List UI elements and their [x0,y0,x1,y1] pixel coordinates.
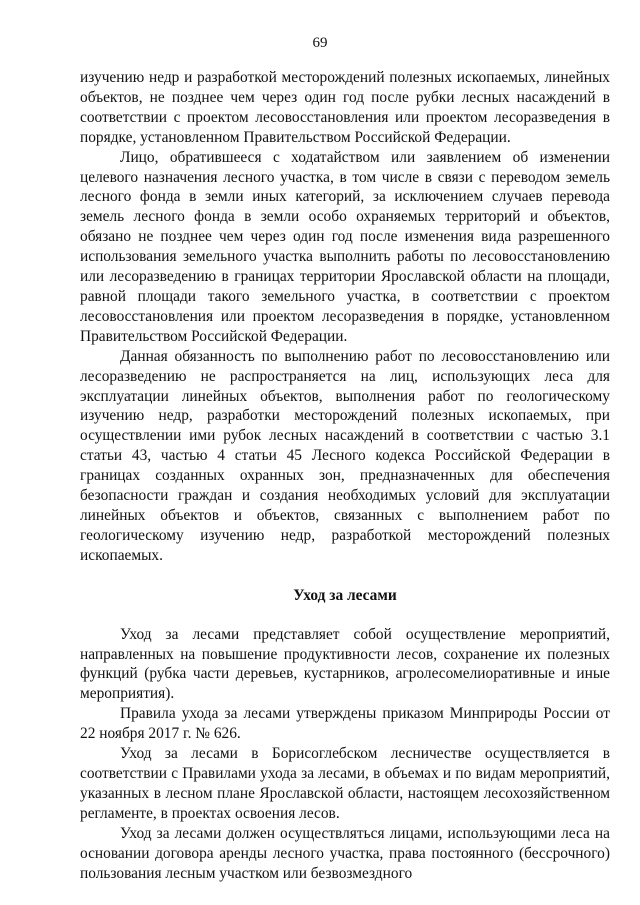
paragraph: Уход за лесами в Борисоглебском лесничестве осуществляется в соответствии с Правилами ухода за лесами, в объемах и по видам мероприятий, указанных в лесном плане Ярославской области, настоящем лесохозяйственном регламенте, в проектах освоения лесов. [80,745,610,822]
paragraph: Лицо, обратившееся с ходатайством или заявлением об изменении целевого назначения лесного участка, в том числе в связи с переводом земель лесного фонда в земли иных категорий, за исключением случаев перевода земель лесного фонда в земли особо охраняемых территорий и объектов, обязано не позднее чем через один год после изменения вида разрешенного использования земельного участка выполнить работы по лесовосстановлению или лесоразведению в границах территории Ярославской области на площади, равной площади такого земельного участка, в соответствии с проектом лесовосстановления или проектом лесоразведения в порядке, установленном Правительством Российской Федерации. [80,148,610,345]
paragraph: Уход за лесами представляет собой осуществление мероприятий, направленных на повышение продуктивности лесов, сохранение их полезных функций (рубка части деревьев, кустарников, агролесомелиоративные и иные мероприятия). [80,625,610,703]
paragraph: Правила ухода за лесами утверждены приказом Минприроды России от 22 ноября 2017 г. № 626. [80,705,610,743]
section-heading: Уход за лесами [293,586,397,604]
spacer [80,606,610,625]
paragraph: Данная обязанность по выполнению работ по лесовосстановлению или лесоразведению не распространяется на лиц, использующих леса для эксплуатации линейных объектов, выполнения работ по геологическому изучению недр, разработки месторождений полезных ископаемых, при осуществлении ими рубок лесных насаждений в соответствии с частью 3.1 статьи 43, частью 4 статьи 45 Лесного кодекса Российской Федерации в границах созданных охранных зон, предназначенных для обеспечения безопасности граждан и создания необходимых условий для эксплуатации линейных объектов и объектов, связанных с выполнением работ по геологическому изучению недр, разработкой месторождений полезных ископаемых. [80,347,610,564]
paragraph: Уход за лесами должен осуществляться лицами, использующими леса на основании договора аренды лесного участка, права постоянного (бессрочного) пользования лесным участком или безвозмездного [80,824,610,882]
paragraph-continued: изучению недр и разработкой месторождений полезных ископаемых, линейных объектов, не позднее чем через один год после рубки лесных насаждений в соответствии с проектом лесовосстановления или проектом лесоразведения в порядке, установленном Правительством Российской Федерации. [80,69,610,146]
page-number: 69 [312,35,328,51]
document-body [80,68,610,883]
